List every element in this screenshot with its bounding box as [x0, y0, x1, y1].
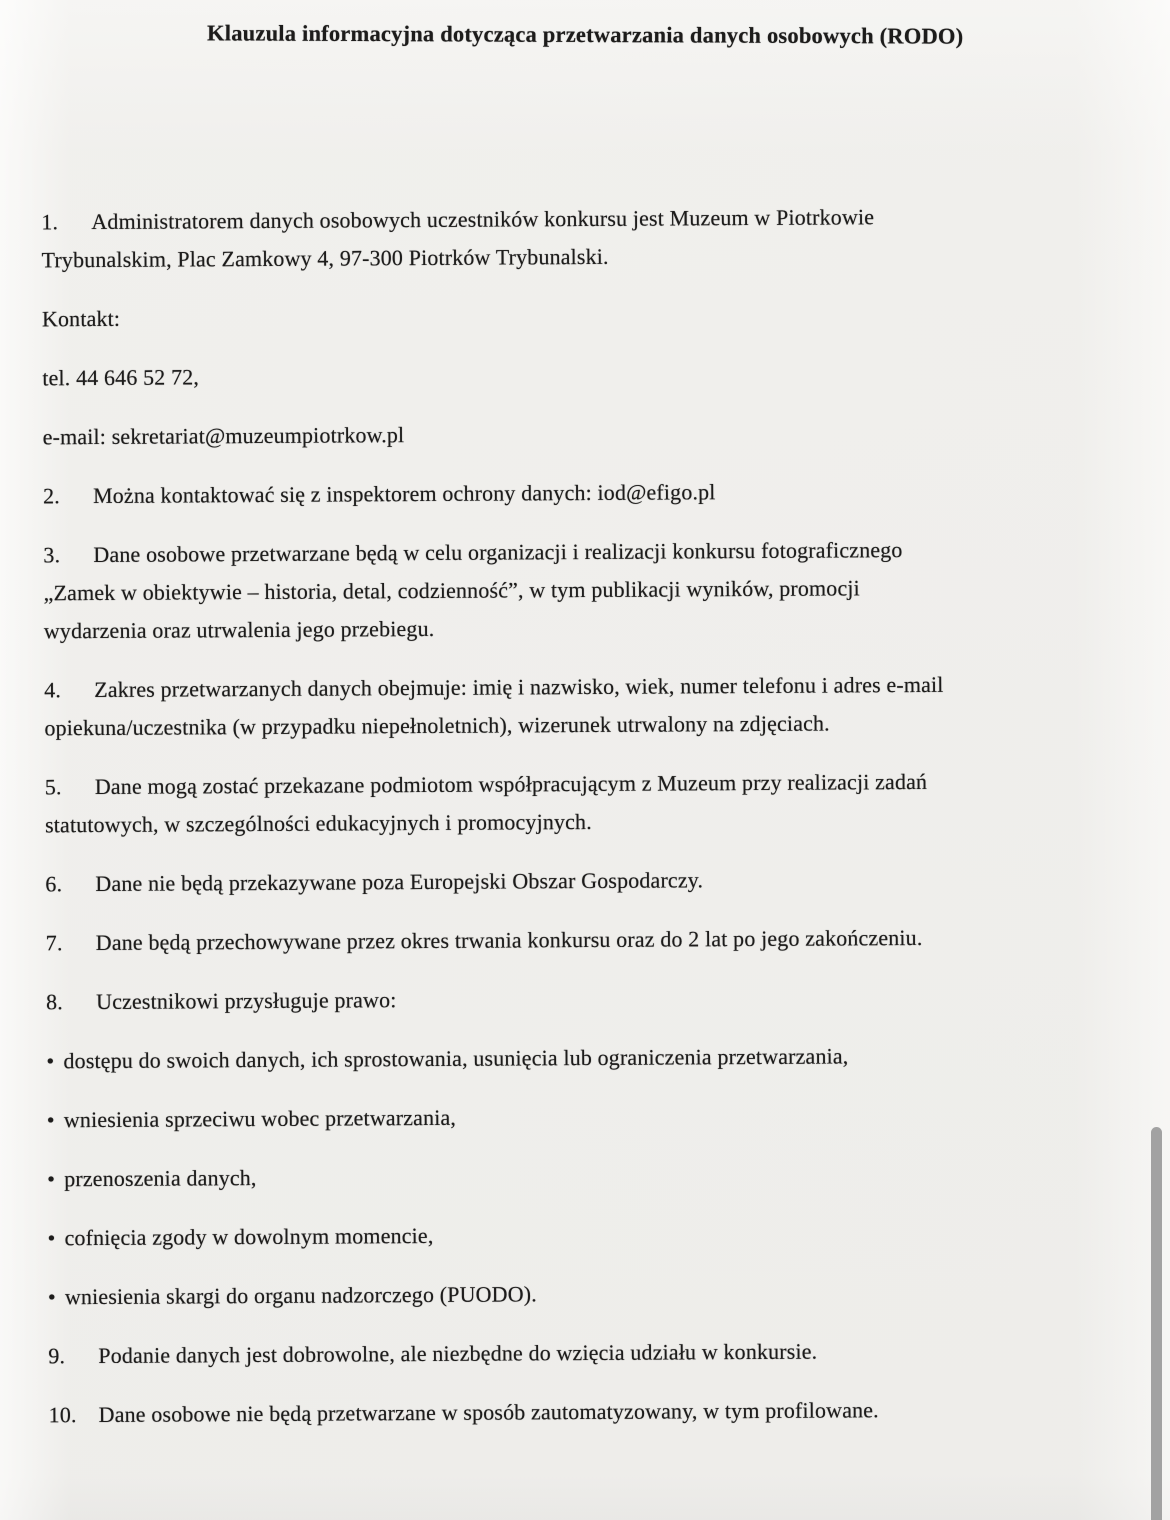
clause-4: [44, 665, 1134, 748]
clause-5-text: Dane mogą zostać przekazane podmiotom współpracującym z Muzeum przy realizacji zadań statutowych, w szczególności edukacyjnych i promocyjnych.: [44, 768, 928, 838]
clause-7: [46, 918, 1136, 963]
contact-phone: tel. 44 646 52 72,: [42, 364, 200, 391]
right-bullet-3: [47, 1154, 1137, 1199]
clause-6-number: 6.: [45, 871, 63, 897]
bullet-marker: •: [47, 1166, 56, 1192]
clause-3-text: Dane osobowe przetwarzane będą w celu organizacji i realizacji konkursu fotograficznego „Zamek w obiektywie – historia, detal, codzienność”, w tym publikacji wyników, promocji wydarzenia oraz utrwalenia jego przebiegu.: [43, 537, 903, 644]
document-title: Klauzula informacyjna dotycząca przetwarzania danych osobowych (RODO): [207, 20, 964, 49]
clause-2-number: 2.: [42, 483, 60, 509]
clause-5: [45, 762, 1135, 845]
right-bullet-1: [46, 1036, 1136, 1081]
clause-10-text: Dane osobowe nie będą przetwarzane w sposób zautomatyzowany, w tym profilowane.: [98, 1397, 879, 1427]
clause-9: [48, 1331, 1138, 1376]
right-bullet-3-text: przenoszenia danych,: [64, 1165, 257, 1192]
clause-7-number: 7.: [45, 930, 63, 956]
right-bullet-1-text: dostępu do swoich danych, ich sprostowania, usunięcia lub ograniczenia przetwarzania,: [63, 1043, 849, 1074]
bullet-marker: •: [47, 1284, 56, 1310]
clause-6-text: Dane nie będą przekazywane poza Europejski Obszar Gospodarczy.: [95, 867, 704, 897]
clause-1-text: Administratorem danych osobowych uczestników konkursu jest Muzeum w Piotrkowie Trybunalskim, Plac Zamkowy 4, 97-300 Piotrków Trybunalski.: [41, 204, 875, 273]
right-bullet-2-text: wniesienia sprzeciwu wobec przetwarzania,: [63, 1104, 457, 1133]
clause-8-text: Uczestnikowi przysługuje prawo:: [96, 987, 397, 1015]
clause-8-number: 8.: [46, 989, 63, 1015]
right-bullet-4: [47, 1213, 1137, 1258]
right-bullet-5-text: wniesienia skargi do organu nadzorczego (PUODO).: [64, 1281, 537, 1310]
clause-1-number: 1.: [41, 209, 59, 235]
right-bullet-5: [48, 1272, 1138, 1317]
clause-4-number: 4.: [44, 677, 62, 703]
right-bullet-2: [47, 1095, 1137, 1140]
clause-6: [45, 859, 1135, 904]
clause-4-text: Zakres przetwarzanych danych obejmuje: imię i nazwisko, wiek, numer telefonu i adres e-mail opiekuna/uczestnika (w przypadku niepełnoletnich), wizerunek utrwalony na zdjęciach.: [44, 671, 944, 741]
scrollbar-thumb[interactable]: [1151, 1127, 1162, 1520]
contact-label: Kontakt:: [41, 305, 121, 332]
right-bullet-4-text: cofnięcia zgody w dowolnym momencie,: [64, 1222, 434, 1251]
clause-10: [49, 1390, 1139, 1435]
clause-10-number: 10.: [48, 1402, 77, 1428]
clause-9-text: Podanie danych jest dobrowolne, ale niezbędne do wzięcia udziału w konkursie.: [98, 1338, 818, 1368]
bullet-marker: •: [46, 1107, 55, 1133]
clause-1: [41, 197, 1131, 280]
bullet-marker: •: [46, 1048, 55, 1074]
clause-7-text: Dane będą przechowywane przez okres trwania konkursu oraz do 2 lat po jego zakończeniu.: [95, 924, 923, 956]
clause-5-number: 5.: [44, 774, 62, 800]
clause-3-number: 3.: [43, 542, 61, 568]
clause-3: [43, 530, 1134, 651]
clause-9-number: 9.: [48, 1343, 66, 1369]
clause-2: [43, 471, 1133, 516]
clause-2-text: Można kontaktować się z inspektorem ochrony danych: iod@efigo.pl: [92, 479, 716, 509]
clause-8: [46, 977, 1136, 1022]
bullet-marker: •: [47, 1225, 56, 1251]
contact-email: e-mail: sekretariat@muzeumpiotrkow.pl: [42, 422, 405, 450]
